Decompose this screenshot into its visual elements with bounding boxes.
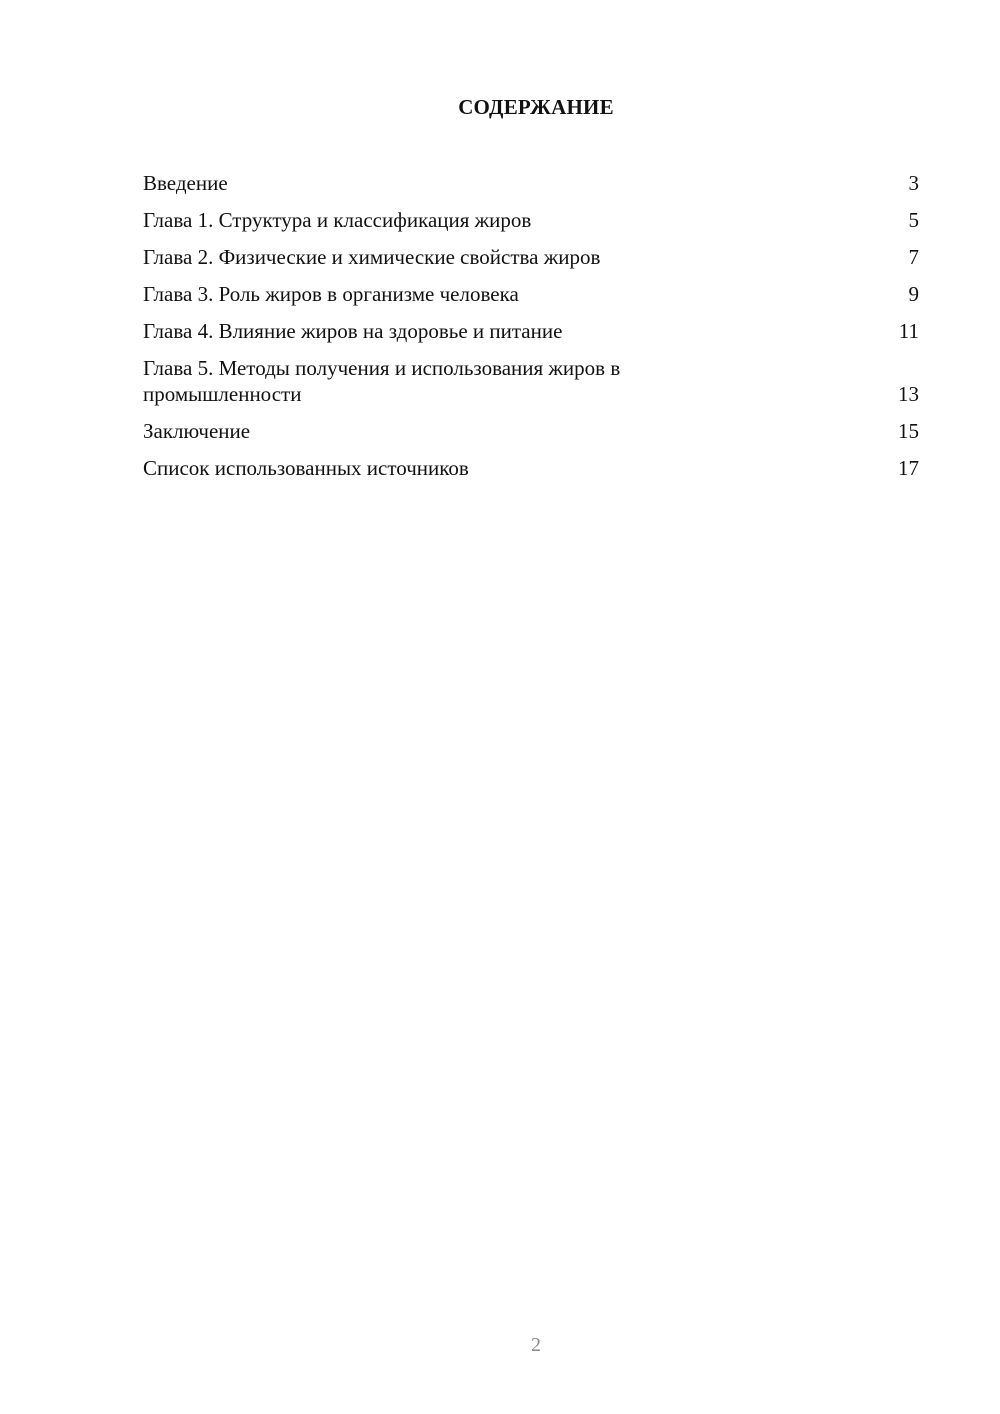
toc-entry-label: Глава 3. Роль жиров в организме человека <box>143 282 519 306</box>
toc-entry-label: Введение <box>143 171 228 195</box>
toc-entry-page: 3 <box>908 171 919 195</box>
toc-entry-references[interactable] <box>143 455 919 481</box>
toc-entry-label: Список использованных источников <box>143 456 469 480</box>
toc-entry-chapter-5[interactable] <box>143 355 919 407</box>
toc-entry-label <box>143 355 879 407</box>
toc-entry-page: 17 <box>898 456 919 480</box>
page-title: СОДЕРЖАНИЕ <box>458 95 614 119</box>
toc-entry-page: 11 <box>898 319 919 343</box>
toc-entry-chapter-2[interactable] <box>143 244 919 270</box>
page-number: 2 <box>531 1334 541 1356</box>
toc-entry-introduction[interactable] <box>143 170 919 196</box>
toc-entry-label-line1: Глава 5. Методы получения и использования жиров в <box>143 356 621 380</box>
toc-entry-page: 5 <box>908 208 919 232</box>
toc-entry-page: 7 <box>908 245 919 269</box>
toc-entry-page: 9 <box>908 282 919 306</box>
toc-entry-label: Заключение <box>143 419 251 443</box>
toc-entry-page: 13 <box>898 382 919 406</box>
toc-entry-conclusion[interactable] <box>143 418 919 444</box>
toc-entry-label-line2: промышленности <box>143 382 302 406</box>
toc-entry-label: Глава 1. Структура и классификация жиров <box>143 208 532 232</box>
toc-entry-chapter-3[interactable] <box>143 281 919 307</box>
table-of-contents <box>143 170 919 492</box>
toc-entry-chapter-4[interactable] <box>143 318 919 344</box>
toc-entry-page: 15 <box>898 419 919 443</box>
toc-entry-label: Глава 4. Влияние жиров на здоровье и питание <box>143 319 563 343</box>
toc-entry-chapter-1[interactable] <box>143 207 919 233</box>
toc-entry-label: Глава 2. Физические и химические свойства жиров <box>143 245 601 269</box>
